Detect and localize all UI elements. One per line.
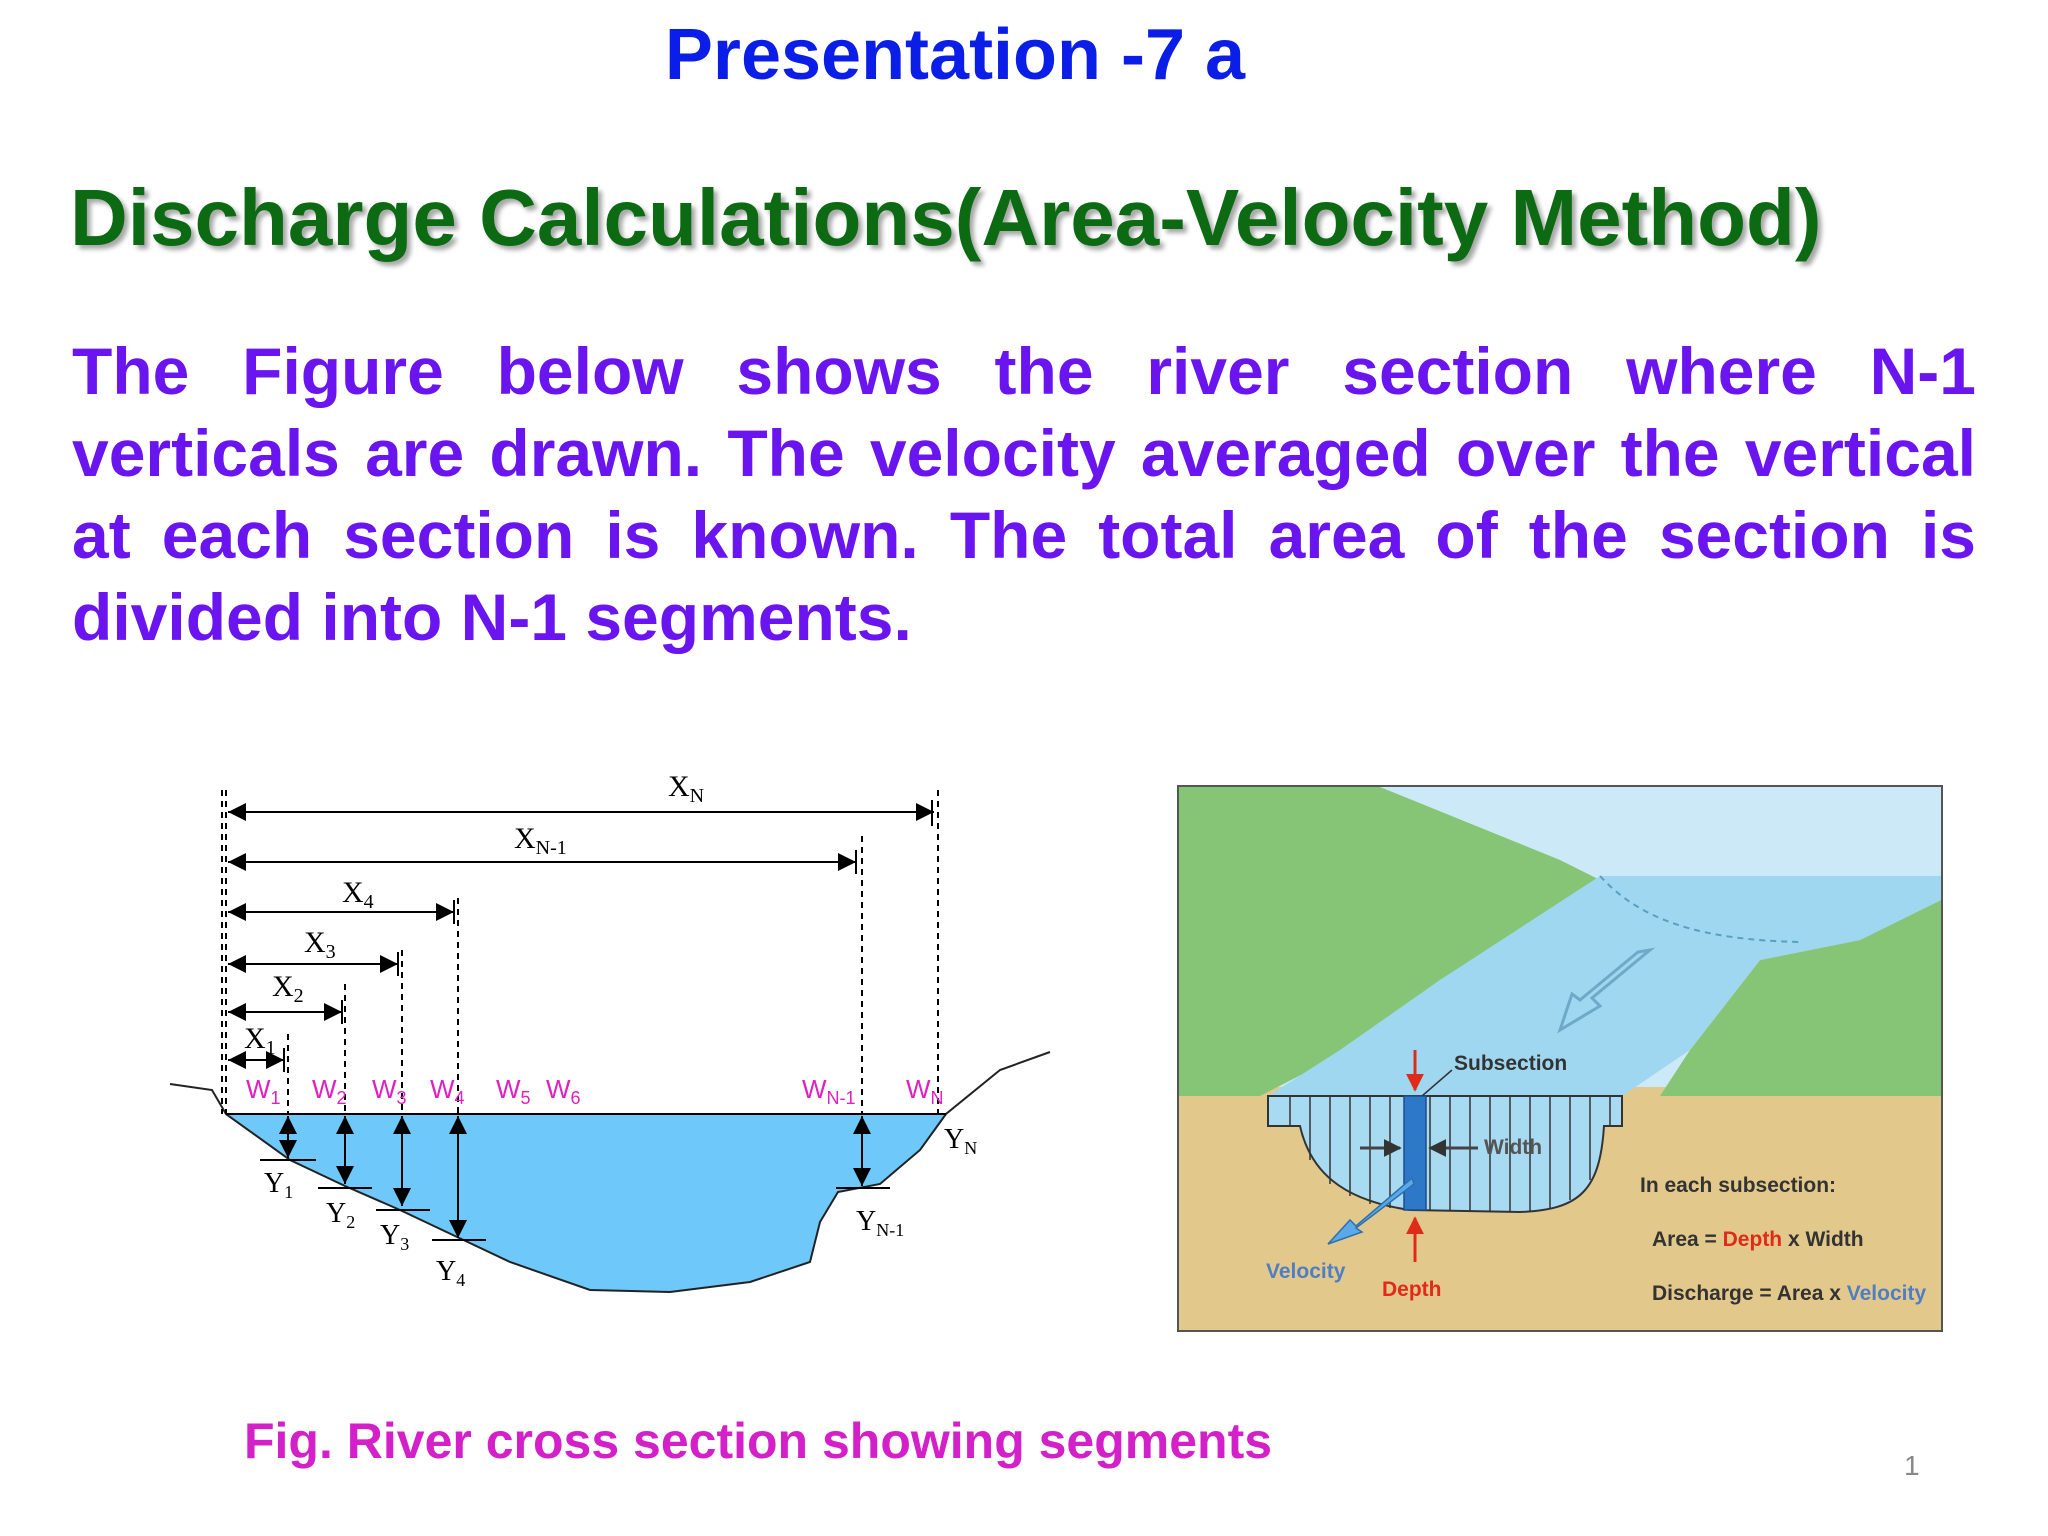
- velocity-label: Velocity: [1266, 1260, 1346, 1283]
- slide-title: Discharge Calculations(Area-Velocity Method): [70, 173, 1822, 262]
- label-w-2: $W_2$: [312, 1074, 347, 1108]
- label-y-2: $Y_2$: [326, 1198, 356, 1232]
- page-number: 1: [1904, 1450, 1920, 1481]
- label-w-n-1: $W_{N-1}$: [802, 1074, 856, 1108]
- label-y-n: $Y_N$: [944, 1124, 978, 1158]
- figure-caption: Fig. River cross section showing segments: [244, 1413, 1273, 1469]
- river-illustration: [1178, 786, 1942, 1331]
- label-x-2: $X_2$: [272, 970, 304, 1007]
- label-w-1: $W_1$: [246, 1074, 281, 1108]
- label-w-5: $W_5$: [496, 1074, 531, 1108]
- label-x-1: $X_1$: [244, 1022, 276, 1059]
- cross-section-diagram: [170, 770, 1050, 1292]
- depth-label: Depth: [1382, 1278, 1442, 1301]
- label-y-1: $Y_1$: [264, 1168, 294, 1202]
- area-formula: Area = Depth x Width: [1652, 1228, 1864, 1251]
- label-w-3: $W_3$: [372, 1074, 407, 1108]
- label-x-3: $X_3$: [304, 926, 336, 963]
- label-x-n-1: $X_{N-1}$: [514, 822, 567, 859]
- label-y-4: $Y_4$: [436, 1256, 466, 1290]
- label-w-6: $W_6$: [546, 1074, 581, 1108]
- body-paragraph: The Figure below shows the river section where N-1 verticals are drawn. The velocity averaged over the vertical at each section is known. The total area of the section is divided into N-1 segments.: [72, 334, 1976, 654]
- label-y-3: $Y_3$: [380, 1220, 410, 1254]
- width-label: Width: [1484, 1136, 1543, 1159]
- label-w-n: $W_N$: [906, 1074, 944, 1108]
- label-y-n-1: $Y_{N-1}$: [856, 1206, 905, 1240]
- label-x-4: $X_4$: [342, 876, 374, 913]
- info-heading: In each subsection:: [1640, 1174, 1837, 1197]
- x-dimension-arrows: [228, 800, 934, 1072]
- discharge-formula: Discharge = Area x Velocity: [1652, 1282, 1927, 1305]
- label-x-n: $X_N$: [668, 770, 705, 807]
- presentation-label: Presentation -7 a: [664, 15, 1246, 95]
- label-w-4: $W_4$: [430, 1074, 465, 1108]
- highlighted-subsection: [1404, 1096, 1426, 1210]
- subsection-label: Subsection: [1454, 1052, 1568, 1075]
